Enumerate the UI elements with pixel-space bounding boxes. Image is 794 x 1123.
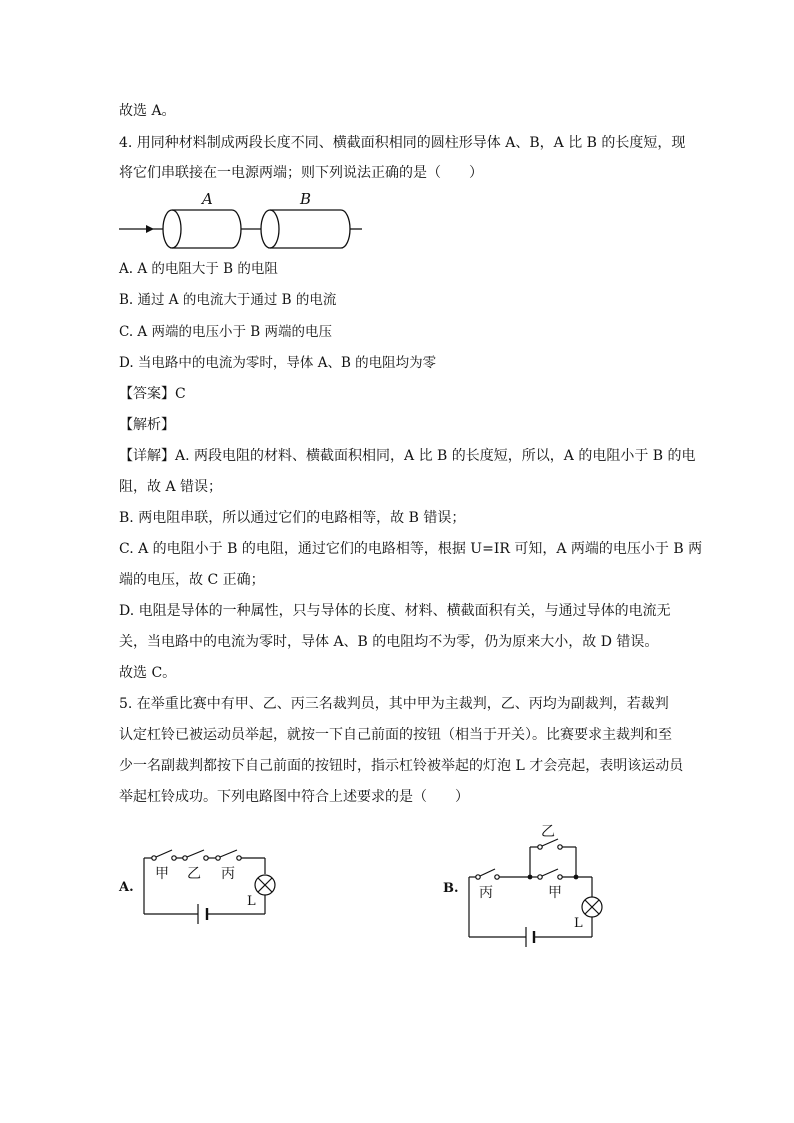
q4-detail-line: 阻，故 A 错误； — [119, 479, 223, 495]
q4-detail-line: 【详解】A. 两段电阻的材料、横截面积相同，A 比 B 的长度短，所以，A 的电阻小于 B 的电 — [119, 448, 696, 464]
switch-yi-label: 乙 — [541, 824, 555, 840]
switch-jia-label: 甲 — [548, 885, 562, 901]
q4-option-c: C. A 两端的电压小于 B 两端的电压 — [119, 324, 332, 340]
label-a: A — [202, 190, 213, 208]
q4-option-d: D. 当电路中的电流为零时，导体 A、B 的电阻均为零 — [119, 355, 437, 371]
q4-answer: 【答案】C — [119, 386, 186, 402]
switch-jia-label: 甲 — [155, 866, 169, 882]
q4-detail-line: C. A 的电阻小于 B 的电阻，通过它们的电路相等，根据 U=IR 可知，A 两端的电压小于 B 两 — [119, 541, 703, 557]
junction-dot — [574, 875, 579, 880]
switch-bing-label: 丙 — [479, 885, 493, 901]
junction-dot — [528, 875, 533, 880]
q4-conclusion: 故选 C。 — [119, 665, 177, 681]
circuit-b-option: B. — [443, 881, 459, 896]
label-b: B — [300, 190, 312, 208]
lamp-label: L — [247, 894, 256, 909]
switch-yi-label: 乙 — [187, 866, 201, 882]
q4-stem-line2: 将它们串联接在一电源两端；则下列说法正确的是（ ） — [119, 165, 483, 181]
lamp-label: L — [574, 916, 583, 931]
q4-option-a: A. A 的电阻大于 B 的电阻 — [119, 261, 278, 277]
q5-stem-line: 少一名副裁判都按下自己前面的按钮时，指示杠铃被举起的灯泡 L 才会亮起，表明该运动员 — [119, 758, 684, 774]
q5-stem-line: 5. 在举重比赛中有甲、乙、丙三名裁判员，其中甲为主裁判，乙、丙均为副裁判，若裁判 — [119, 696, 669, 712]
q4-option-b: B. 通过 A 的电流大于通过 B 的电流 — [119, 292, 337, 308]
q4-detail-line: D. 电阻是导体的一种属性，只与导体的长度、材料、横截面积有关，与通过导体的电流无 — [119, 603, 671, 619]
q4-stem-line1: 4. 用同种材料制成两段长度不同、横截面积相同的圆柱形导体 A、B，A 比 B 的长度短，现 — [119, 135, 686, 151]
q4-detail-line: 端的电压，故 C 正确； — [119, 572, 265, 588]
q5-stem-line: 认定杠铃已被运动员举起，就按一下自己前面的按钮（相当于开关）。比赛要求主裁判和至 — [119, 727, 672, 743]
q4-detail-line: 关，当电路中的电流为零时，导体 A、B 的电阻均不为零，仍为原来大小，故 D 错误。 — [119, 634, 659, 650]
switch-bing-label: 丙 — [221, 866, 235, 882]
circuit-a-option: A. — [119, 880, 134, 895]
q5-stem-line: 举起杠铃成功。下列电路图中符合上述要求的是（ ） — [119, 789, 469, 805]
q4-analysis-heading: 【解析】 — [119, 417, 175, 433]
prev-conclusion: 故选 A。 — [119, 103, 176, 119]
q4-detail-line: B. 两电阻串联，所以通过它们的电路相等，故 B 错误； — [119, 510, 466, 526]
